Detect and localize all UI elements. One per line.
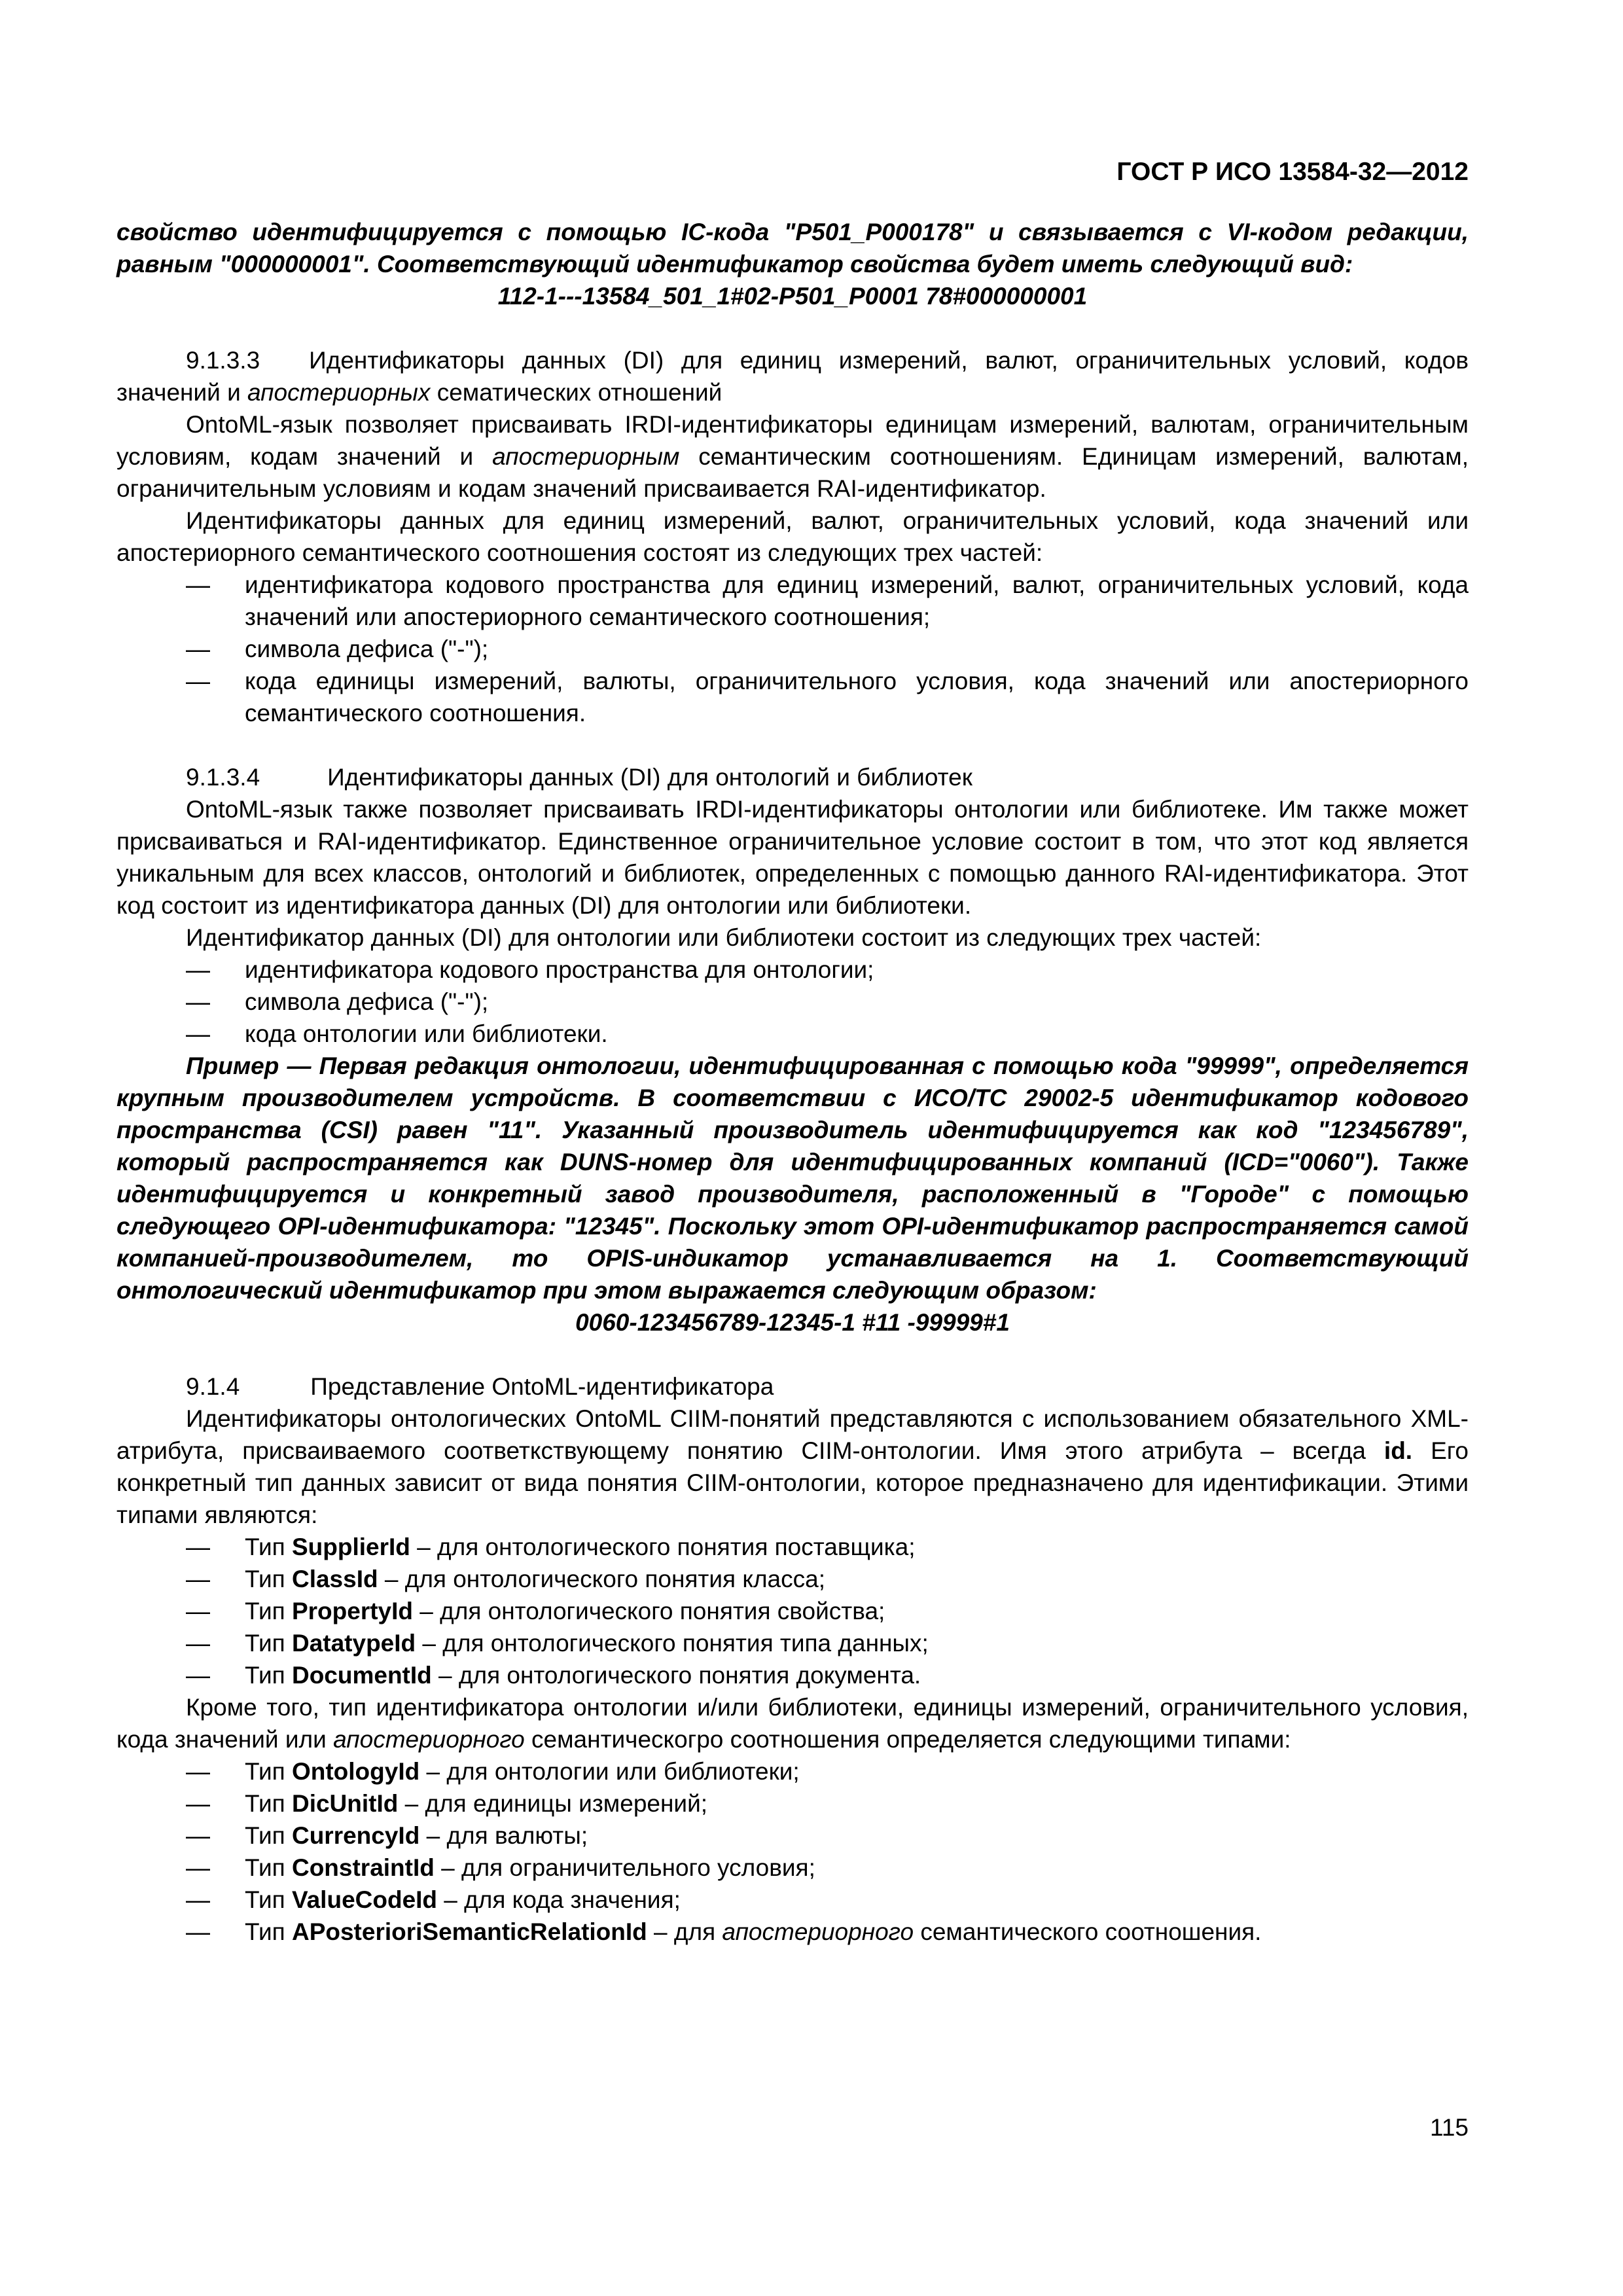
section-9133-heading xyxy=(116,344,1469,408)
italic-run: апостериорного xyxy=(333,1726,525,1753)
type-prefix: Тип xyxy=(245,1534,292,1560)
list-dash: — xyxy=(186,668,210,694)
type-item-text xyxy=(245,1659,1469,1691)
type-name: DicUnitId xyxy=(291,1790,399,1817)
section-9134-heading xyxy=(116,761,1469,793)
section-title: Представление OntoML-идентификатора xyxy=(310,1373,774,1400)
type-desc: – для онтологического понятия свойства; xyxy=(413,1598,885,1624)
list-dash: — xyxy=(186,1020,210,1047)
type-desc: – для онтологического понятия типа данных; xyxy=(416,1630,929,1657)
type-prefix: Тип xyxy=(245,1566,292,1592)
type-list-item xyxy=(116,1755,1469,1787)
type-desc: – для кода значения; xyxy=(437,1886,681,1913)
type-name: CurrencyId xyxy=(291,1822,420,1849)
list-dash: — xyxy=(186,956,210,983)
intro-paragraph: свойство идентифицируется с помощью IC-кода "P501_P000178" и связывается с VI-кодом редакции, равным "000000001". Соответствующий идентификатор свойства будет иметь следующий вид: xyxy=(116,219,1469,278)
type-list-item xyxy=(116,1916,1469,1948)
section-914-heading xyxy=(116,1371,1469,1403)
type-desc: – для онтологического понятия документа. xyxy=(431,1662,921,1689)
type-name: DocumentId xyxy=(291,1662,432,1689)
list-item xyxy=(116,986,1469,1018)
type-prefix: Тип xyxy=(245,1790,292,1817)
type-list-2 xyxy=(116,1755,1469,1948)
type-item-text xyxy=(245,1563,1469,1595)
type-list-1 xyxy=(116,1531,1469,1691)
list-item-text: идентификатора кодового пространства для единиц измерений, валют, ограничительных условий, кода значений или апостериорного семантического соотношения; xyxy=(245,571,1469,630)
italic-run: апостериорным xyxy=(492,443,680,470)
type-prefix: Тип xyxy=(245,1918,292,1945)
section-title-b: сематических отношений xyxy=(430,379,722,406)
type-list-item xyxy=(116,1563,1469,1595)
property-identifier-formula: 112-1---13584_501_1#02-P501_P0001 78#000000001 xyxy=(497,283,1088,310)
type-item-text xyxy=(245,1852,1469,1884)
section-title: Идентификаторы данных (DI) для онтологий и библиотек xyxy=(327,764,972,791)
example-paragraph: Пример — Первая редакция онтологии, идентифицированная с помощью кода "99999", определяется крупным производителем устройств. В соответствии с ИСО/ТС 29002-5 идентификатор кодового пространства (CSI) равен "11". Указанный производитель идентифицируется как код "123456789", который распространяется как DUNS-номер для идентифицированных компаний (ICD="0060"). Также идентифицируется и конкретный завод производителя, расположенный в "Городе" с помощью следующего OPI-идентификатора: "12345". Поскольку этот OPI-идентификатор распространяется самой компанией-производителем, то OPIS-индикатор устанавливается на 1. Соответствующий онтологический идентификатор при этом выражается следующим образом: xyxy=(116,1052,1469,1304)
list-item xyxy=(116,569,1469,633)
list-item-text: символа дефиса ("-"); xyxy=(245,636,489,662)
type-prefix: Тип xyxy=(245,1758,292,1785)
list-dash: — xyxy=(186,1918,210,1945)
list-item xyxy=(116,1018,1469,1050)
section-9134-paragraph-1: OntoML-язык также позволяет присваивать IRDI-идентификаторы онтологии или библиотеке. Им также может присваиваться и RAI-идентификатор. Единственное ограничительное условие состоит в том, что этот код является уникальным для всех классов, онтологий и библиотек, определенных с помощью данного RAI-идентификатора. Этот код состоит из идентификатора данных (DI) для онтологии или библиотеки. xyxy=(116,796,1469,919)
section-number: 9.1.3.3 xyxy=(186,347,260,374)
section-number: 9.1.3.4 xyxy=(186,764,260,791)
type-list-item xyxy=(116,1884,1469,1916)
section-9133-paragraph-2: Идентификаторы данных для единиц измерений, валют, ограничительных условий, кода значений или апостериорного семантического соотношения состоят из следующих трех частей: xyxy=(116,507,1469,566)
type-prefix: Тип xyxy=(245,1822,292,1849)
type-desc: семантического соотношения. xyxy=(914,1918,1262,1945)
list-dash: — xyxy=(186,1854,210,1881)
text-run: семантическим соотношениям. Единицам измерений, валютам, ограничительным условиям и кодам значений присваивается RAI-идентификатор. xyxy=(116,443,1469,502)
italic-run: апостериорного xyxy=(722,1918,914,1945)
document-header: ГОСТ Р ИСО 13584-32—2012 xyxy=(1116,158,1469,186)
section-914-paragraph-2 xyxy=(116,1691,1469,1755)
type-prefix: Тип xyxy=(245,1886,292,1913)
list-dash: — xyxy=(186,1598,210,1624)
list-dash: — xyxy=(186,636,210,662)
ontology-identifier-formula: 0060-123456789-12345-1 #11 -99999#1 xyxy=(575,1309,1010,1336)
type-item-text xyxy=(245,1531,1469,1563)
type-prefix: Тип xyxy=(245,1854,292,1881)
text-run: Его конкретный тип данных зависит от вида понятия CIIM-онтологии, которое предназначено для идентификации. Этими типами являются: xyxy=(116,1437,1469,1528)
type-name: ConstraintId xyxy=(291,1854,435,1881)
section-9134-paragraph-2: Идентификатор данных (DI) для онтологии или библиотеки состоит из следующих трех частей: xyxy=(186,924,1262,951)
section-number: 9.1.4 xyxy=(186,1373,240,1400)
list-item xyxy=(116,954,1469,986)
section-9133-paragraph-1 xyxy=(116,408,1469,505)
type-prefix: Тип xyxy=(245,1598,292,1624)
type-list-item xyxy=(116,1531,1469,1563)
type-item-text xyxy=(245,1595,1469,1627)
page-content xyxy=(116,216,1469,1948)
type-name: ValueCodeId xyxy=(291,1886,438,1913)
type-list-item xyxy=(116,1787,1469,1820)
list-dash: — xyxy=(186,1662,210,1689)
list-dash: — xyxy=(186,1886,210,1913)
list-dash: — xyxy=(186,1534,210,1560)
type-name: PropertyId xyxy=(291,1598,414,1624)
list-dash: — xyxy=(186,1790,210,1817)
list-item-text: идентификатора кодового пространства для онтологии; xyxy=(245,956,874,983)
type-list-item xyxy=(116,1595,1469,1627)
type-name: OntologyId xyxy=(291,1758,420,1785)
list-item-text: символа дефиса ("-"); xyxy=(245,988,489,1015)
type-item-text xyxy=(245,1787,1469,1820)
type-desc: – для онтологии или библиотеки; xyxy=(419,1758,800,1785)
bold-run: id. xyxy=(1383,1437,1413,1464)
section-914-paragraph-1 xyxy=(116,1403,1469,1531)
type-list-item xyxy=(116,1852,1469,1884)
text-run: OntoML-язык позволяет присваивать IRDI-идентификаторы единицам измерений, валютам, ограничительным условиям, кодам значений и xyxy=(116,411,1469,470)
text-run: Идентификаторы онтологических OntoML CIIM-понятий представляются с использованием обязательного XML-атрибута, присваиваемого соответкствующему понятию CIIM-онтологии. Имя этого атрибута – всегда xyxy=(116,1405,1469,1464)
type-list-item xyxy=(116,1627,1469,1659)
type-desc: – для ограничительного условия; xyxy=(434,1854,815,1881)
type-name: APosterioriSemanticRelationId xyxy=(291,1918,647,1945)
type-desc: – для единицы измерений; xyxy=(398,1790,708,1817)
type-name: ClassId xyxy=(291,1566,378,1592)
list-dash: — xyxy=(186,1566,210,1592)
type-desc: – для онтологического понятия поставщика; xyxy=(410,1534,916,1560)
list-dash: — xyxy=(186,1758,210,1785)
section-title-a: Идентификаторы данных (DI) для единиц измерений, валют, ограничительных условий, кодов значений и xyxy=(116,347,1469,406)
list-item-text: кода единицы измерений, валюты, ограничительного условия, кода значений или апостериорного семантического соотношения. xyxy=(245,668,1469,726)
list-dash: — xyxy=(186,1630,210,1657)
text-run: семантическогро соотношения определяется следующими типами: xyxy=(524,1726,1291,1753)
list-dash: — xyxy=(186,1822,210,1849)
type-name: SupplierId xyxy=(291,1534,410,1560)
type-item-text xyxy=(245,1755,1469,1787)
type-item-text xyxy=(245,1884,1469,1916)
list-item-text: кода онтологии или библиотеки. xyxy=(245,1020,608,1047)
type-item-text xyxy=(245,1916,1469,1948)
list-dash: — xyxy=(186,988,210,1015)
type-list-item xyxy=(116,1659,1469,1691)
page-number: 115 xyxy=(1430,2114,1469,2141)
type-desc: – для онтологического понятия класса; xyxy=(378,1566,825,1592)
section-title-italic: апостериорных xyxy=(247,379,431,406)
list-dash: — xyxy=(186,571,210,598)
type-desc: – для валюты; xyxy=(419,1822,588,1849)
type-name: DatatypeId xyxy=(291,1630,416,1657)
text-run: Кроме того, тип идентификатора онтологии и/или библиотеки, единицы измерений, ограничительного условия, кода значений или xyxy=(116,1694,1469,1753)
list-item xyxy=(116,633,1469,665)
type-list-item xyxy=(116,1820,1469,1852)
type-desc: – для xyxy=(647,1918,722,1945)
type-item-text xyxy=(245,1820,1469,1852)
type-prefix: Тип xyxy=(245,1662,292,1689)
list-item xyxy=(116,665,1469,729)
type-item-text xyxy=(245,1627,1469,1659)
type-prefix: Тип xyxy=(245,1630,292,1657)
